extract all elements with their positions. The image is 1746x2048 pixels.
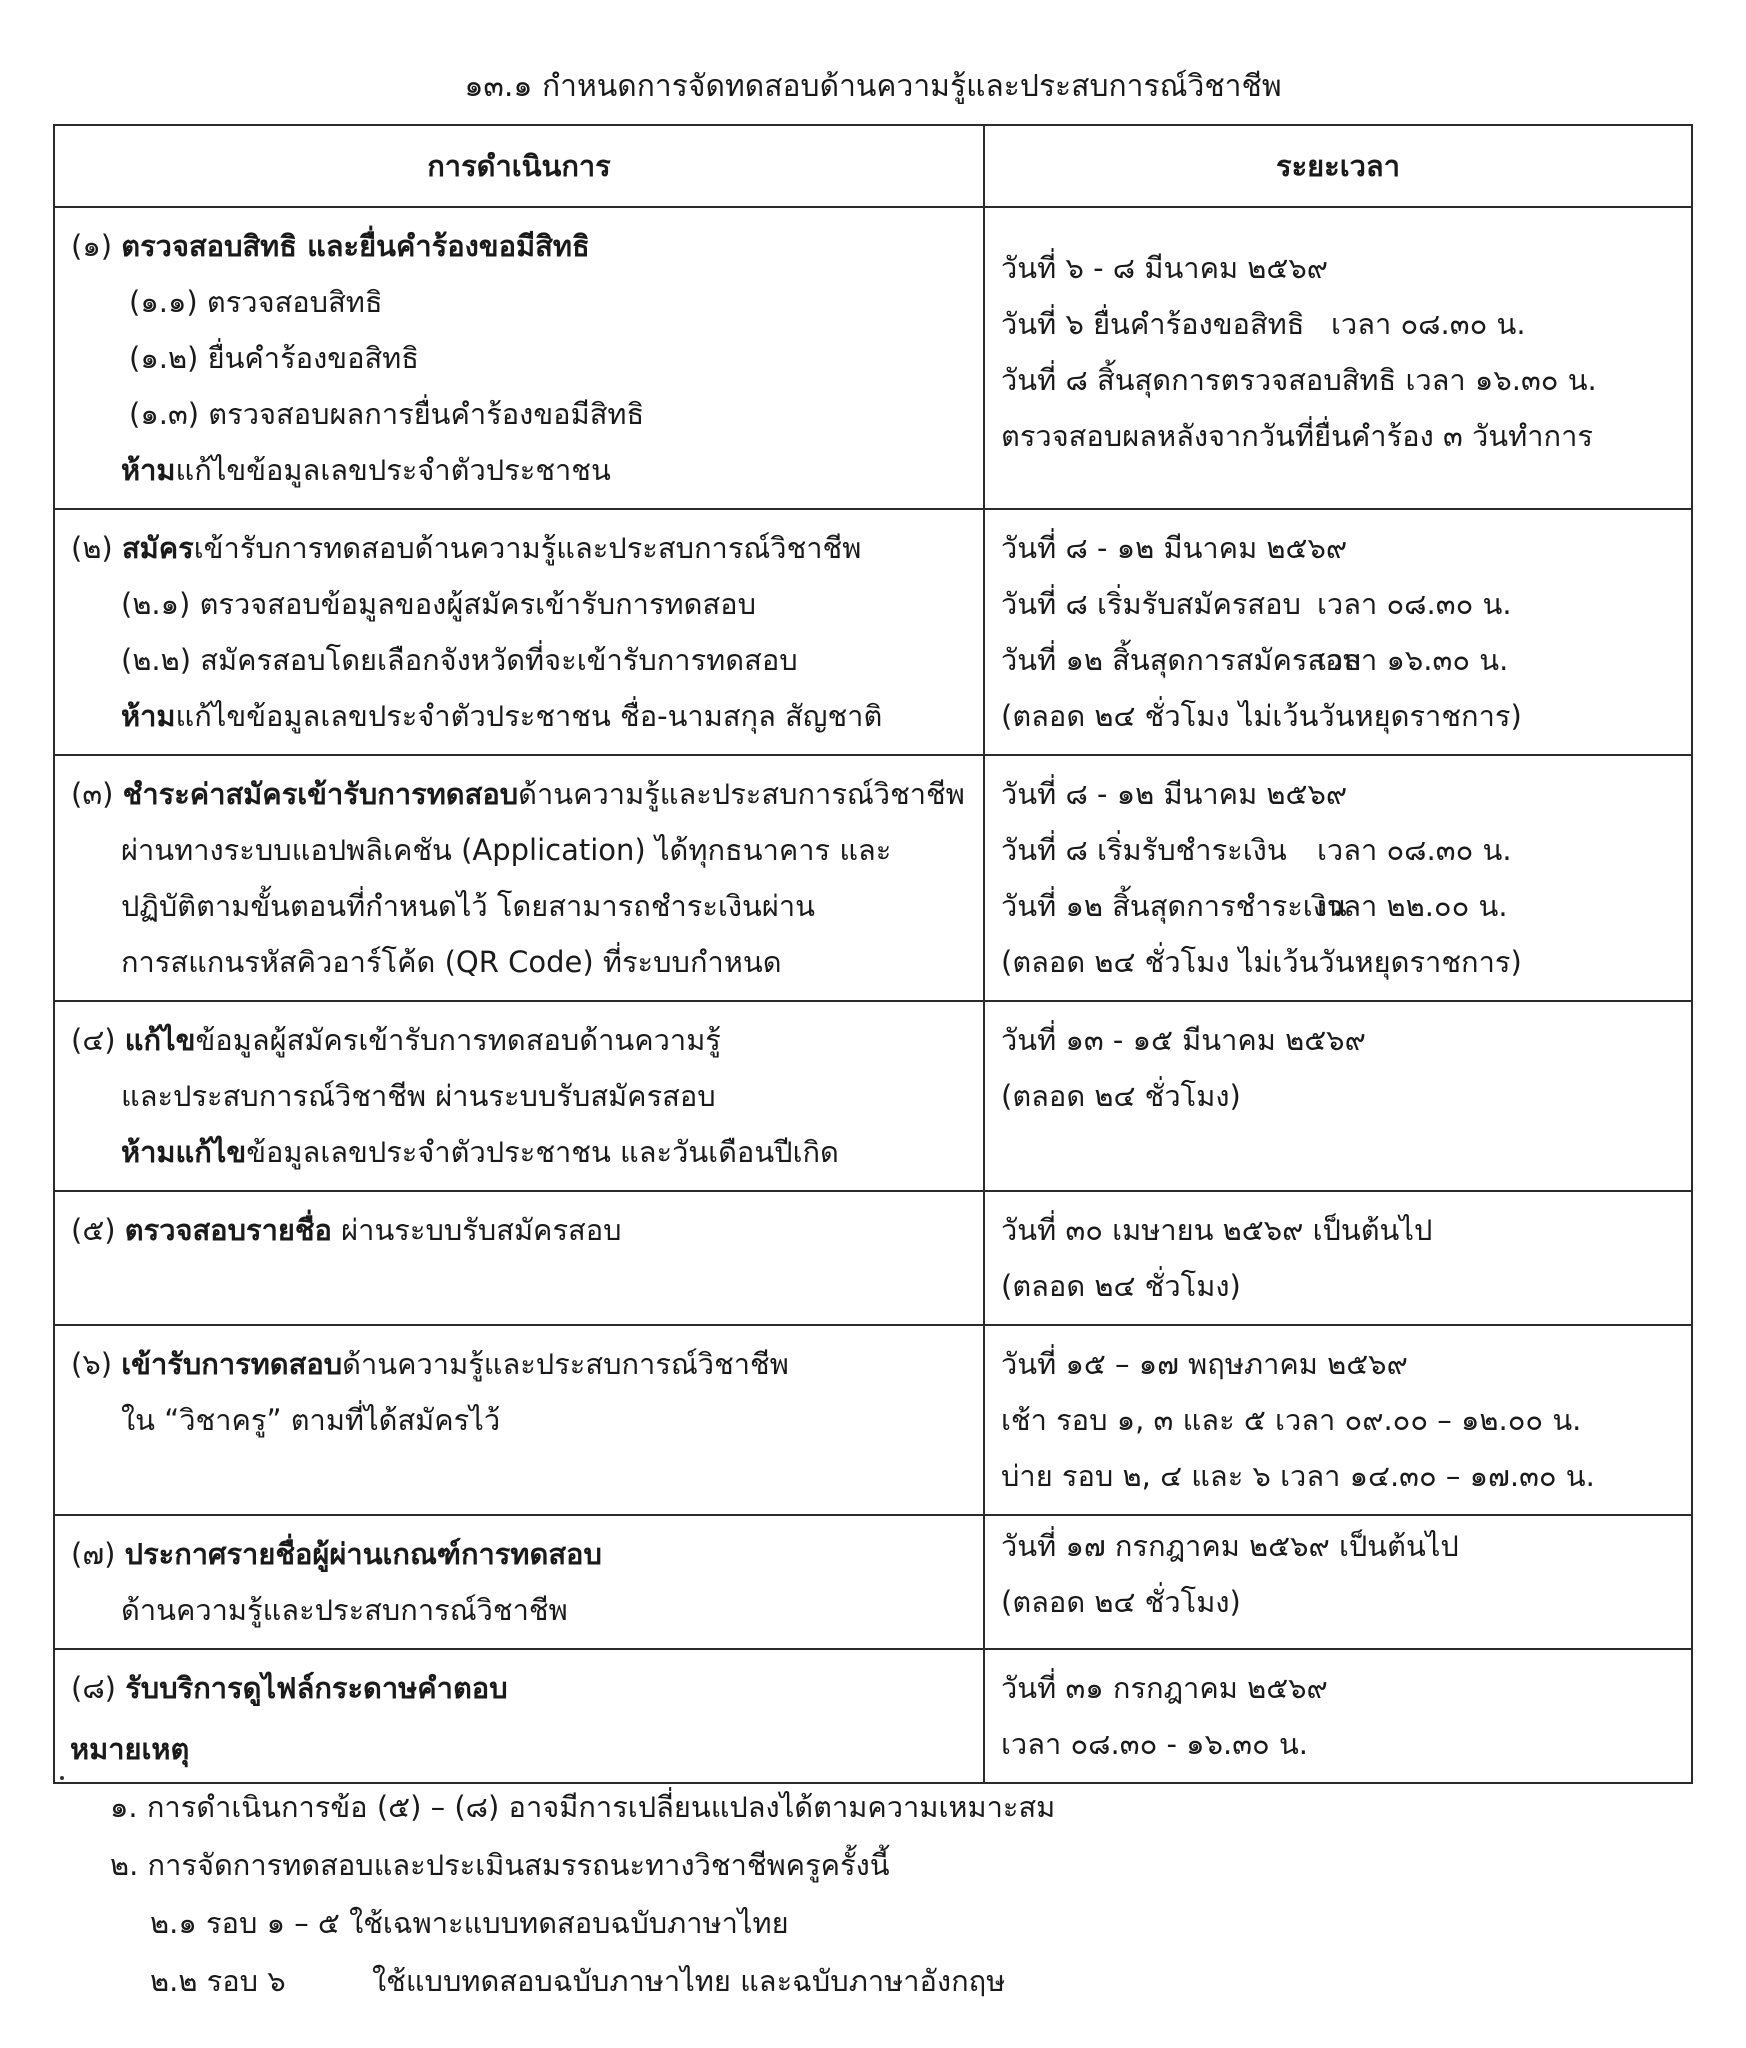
table-row	[54, 1325, 1692, 1515]
duration-line	[1001, 576, 1675, 632]
duration-time: เวลา ๐๘.๓๐ น.	[1331, 307, 1526, 341]
action-line: (๑.๑) ตรวจสอบสิทธิ	[129, 285, 383, 319]
action-line: ด้านความรู้และประสบการณ์วิชาชีพ	[121, 1593, 568, 1627]
duration-line: วันที่ ๘ - ๑๒ มีนาคม ๒๕๖๙	[1001, 777, 1348, 811]
document-title: ๑๓.๑ กำหนดการจัดทดสอบด้านความรู้และประสบการณ์วิชาชีพ	[464, 69, 1282, 104]
action-line: (๑.๓) ตรวจสอบผลการยื่นคำร้องขอมีสิทธิ	[129, 397, 645, 431]
action-line	[71, 766, 967, 822]
duration-label: วันที่ ๘ เริ่มรับชำระเงิน	[1001, 833, 1287, 867]
table-row	[54, 207, 1692, 509]
action-line	[71, 520, 967, 576]
duration-cell	[984, 1649, 1692, 1783]
action-line	[71, 1012, 967, 1068]
header-duration: ระยะเวลา	[984, 125, 1692, 207]
duration-line: (ตลอด ๒๔ ชั่วโมง ไม่เว้นวันหยุดราชการ)	[1001, 945, 1522, 979]
duration-line	[1001, 632, 1675, 688]
note-subitem	[70, 1894, 1055, 1952]
action-line: และประสบการณ์วิชาชีพ ผ่านระบบรับสมัครสอบ	[121, 1079, 716, 1113]
duration-line: วันที่ ๑๓ - ๑๕ มีนาคม ๒๕๖๙	[1001, 1023, 1366, 1057]
plain-text: เข้ารับการทดสอบด้านความรู้และประสบการณ์วิชาชีพ	[193, 531, 862, 565]
action-line: ผ่านทางระบบแอปพลิเคชัน (Application) ได้ทุกธนาคาร และ	[121, 833, 892, 867]
duration-label: วันที่ ๑๒ สิ้นสุดการชำระเงิน	[1001, 889, 1347, 923]
bold-text: เข้ารับการทดสอบ	[121, 1347, 343, 1381]
header-action: การดำเนินการ	[54, 125, 984, 207]
action-cell	[54, 1191, 984, 1325]
round-label: ๒.๒ รอบ ๖	[150, 1964, 286, 1998]
action-line: (๒.๒) สมัครสอบโดยเลือกจังหวัดที่จะเข้ารับการทดสอบ	[121, 643, 798, 677]
action-line: ใน “วิชาครู” ตามที่ได้สมัครไว้	[121, 1403, 501, 1437]
action-line: (๑.๒) ยื่นคำร้องขอสิทธิ	[129, 341, 419, 375]
duration-label: วันที่ ๑๒ สิ้นสุดการสมัครสอบ	[1001, 643, 1361, 677]
item-number: (๖)	[71, 1347, 122, 1381]
action-line: การสแกนรหัสคิวอาร์โค้ด (QR Code) ที่ระบบกำหนด	[121, 945, 782, 979]
action-line: ปฏิบัติตามขั้นตอนที่กำหนดไว้ โดยสามารถชำระเงินผ่าน	[121, 889, 815, 923]
duration-line	[1001, 878, 1675, 934]
plain-text: ผ่านระบบรับสมัครสอบ	[331, 1213, 622, 1247]
item-number: (๒)	[71, 531, 122, 565]
plain-text: ด้านความรู้และประสบการณ์วิชาชีพ	[518, 777, 965, 811]
duration-time: เวลา ๑๖.๓๐ น.	[1317, 643, 1509, 677]
bold-text: สมัคร	[121, 531, 194, 565]
action-line: (๒.๑) ตรวจสอบข้อมูลของผู้สมัครเข้ารับการทดสอบ	[121, 587, 757, 621]
duration-line: (ตลอด ๒๔ ชั่วโมง)	[1001, 1269, 1241, 1303]
scan-dot	[60, 1776, 64, 1780]
item-number: (๕)	[71, 1213, 125, 1247]
table-row	[54, 1001, 1692, 1191]
duration-time: เวลา ๐๘.๓๐ น.	[1317, 833, 1512, 867]
item-number: (๓)	[71, 777, 123, 811]
action-line	[71, 1124, 967, 1180]
bold-text: รับบริการดูไฟล์กระดาษคำตอบ	[125, 1671, 508, 1705]
duration-line: วันที่ ๑๕ – ๑๗ พฤษภาคม ๒๕๖๙	[1001, 1347, 1408, 1381]
duration-line: (ตลอด ๒๔ ชั่วโมง)	[1001, 1585, 1241, 1619]
duration-line	[1001, 822, 1675, 878]
action-line	[71, 218, 967, 274]
notes-section	[70, 1720, 1055, 2010]
bold-text: ห้าม	[121, 699, 176, 733]
bold-text: ชำระค่าสมัครเข้ารับการทดสอบ	[122, 777, 519, 811]
action-line	[71, 1336, 967, 1392]
plain-text: แก้ไขข้อมูลเลขประจำตัวประชาชน	[175, 453, 611, 487]
action-line	[71, 688, 967, 744]
duration-line	[1001, 296, 1675, 352]
duration-cell	[984, 207, 1692, 509]
item-number: (๔)	[71, 1023, 125, 1057]
notes-heading: หมายเหตุ	[70, 1732, 190, 1766]
plain-text: ด้านความรู้และประสบการณ์วิชาชีพ	[342, 1347, 789, 1381]
action-cell	[54, 509, 984, 755]
action-cell	[54, 207, 984, 509]
action-cell	[54, 1001, 984, 1191]
bold-text: ห้าม	[121, 453, 176, 487]
duration-time: เวลา ๒๒.๐๐ น.	[1317, 889, 1508, 923]
action-line	[71, 442, 967, 498]
duration-line: วันที่ ๑๗ กรกฎาคม ๒๕๖๙ เป็นต้นไป	[1001, 1529, 1459, 1563]
duration-line: วันที่ ๓๐ เมษายน ๒๕๖๙ เป็นต้นไป	[1001, 1213, 1433, 1247]
item-number: (๗)	[71, 1537, 125, 1571]
item-number: (๘)	[71, 1671, 126, 1705]
round-text: ใช้แบบทดสอบฉบับภาษาไทย และฉบับภาษาอังกฤษ	[372, 1964, 1006, 1998]
duration-time: เวลา ๐๘.๓๐ น.	[1317, 587, 1512, 621]
action-line	[71, 1526, 967, 1582]
schedule-table	[53, 124, 1693, 1784]
note-item: ๑. การดำเนินการข้อ (๕) – (๘) อาจมีการเปลี่ยนแปลงได้ตามความเหมาะสม	[110, 1790, 1056, 1824]
plain-text: ข้อมูลเลขประจำตัวประชาชน และวันเดือนปีเกิด	[246, 1135, 839, 1169]
plain-text: ข้อมูลผู้สมัครเข้ารับการทดสอบด้านความรู้	[195, 1023, 721, 1057]
duration-cell	[984, 509, 1692, 755]
duration-line: เช้า รอบ ๑, ๓ และ ๕ เวลา ๐๙.๐๐ – ๑๒.๐๐ น.	[1001, 1403, 1582, 1437]
table-row	[54, 1191, 1692, 1325]
table-row	[54, 509, 1692, 755]
round-label: ๒.๑ รอบ ๑ – ๕	[150, 1906, 340, 1940]
duration-line: วันที่ ๘ - ๑๒ มีนาคม ๒๕๖๙	[1001, 531, 1348, 565]
action-line	[71, 1660, 967, 1716]
bold-text: ห้ามแก้ไข	[121, 1135, 247, 1169]
bold-text: ตรวจสอบรายชื่อ	[124, 1213, 332, 1247]
note-item: ๒. การจัดการทดสอบและประเมินสมรรถนะทางวิชาชีพครูครั้งนี้	[110, 1848, 890, 1882]
duration-label: วันที่ ๘ เริ่มรับสมัครสอบ	[1001, 587, 1301, 621]
action-cell	[54, 1325, 984, 1515]
duration-cell	[984, 1191, 1692, 1325]
duration-cell	[984, 1001, 1692, 1191]
bold-text: ประกาศรายชื่อผู้ผ่านเกณฑ์การทดสอบ	[124, 1537, 602, 1571]
duration-line: ตรวจสอบผลหลังจากวันที่ยื่นคำร้อง ๓ วันทำการ	[1001, 419, 1593, 453]
duration-line: เวลา ๐๘.๓๐ - ๑๖.๓๐ น.	[1001, 1727, 1309, 1761]
bold-text: แก้ไข	[124, 1023, 196, 1057]
duration-line: (ตลอด ๒๔ ชั่วโมง ไม่เว้นวันหยุดราชการ)	[1001, 699, 1522, 733]
note-subitem	[70, 1952, 1055, 2010]
duration-label: วันที่ ๖ ยื่นคำร้องขอสิทธิ	[1001, 307, 1305, 341]
duration-line: วันที่ ๘ สิ้นสุดการตรวจสอบสิทธิ เวลา ๑๖.๓๐ น.	[1001, 363, 1597, 397]
duration-line: วันที่ ๓๑ กรกฎาคม ๒๕๖๙	[1001, 1671, 1328, 1705]
table-row	[54, 755, 1692, 1001]
action-line	[71, 1202, 967, 1258]
action-cell	[54, 1515, 984, 1649]
duration-line: (ตลอด ๒๔ ชั่วโมง)	[1001, 1079, 1241, 1113]
duration-cell	[984, 1325, 1692, 1515]
duration-cell	[984, 755, 1692, 1001]
action-cell	[54, 755, 984, 1001]
duration-line: บ่าย รอบ ๒, ๔ และ ๖ เวลา ๑๔.๓๐ – ๑๗.๓๐ น.	[1001, 1459, 1595, 1493]
bold-text: ตรวจสอบสิทธิ และยื่นคำร้องขอมีสิทธิ	[121, 229, 590, 263]
round-text: ใช้เฉพาะแบบทดสอบฉบับภาษาไทย	[349, 1906, 789, 1940]
table-header-row	[54, 125, 1692, 207]
item-number: (๑)	[71, 229, 122, 263]
table-row	[54, 1515, 1692, 1649]
plain-text: แก้ไขข้อมูลเลขประจำตัวประชาชน ชื่อ-นามสกุล สัญชาติ	[175, 699, 883, 733]
duration-cell	[984, 1515, 1692, 1649]
duration-line: วันที่ ๖ - ๘ มีนาคม ๒๕๖๙	[1001, 251, 1329, 285]
